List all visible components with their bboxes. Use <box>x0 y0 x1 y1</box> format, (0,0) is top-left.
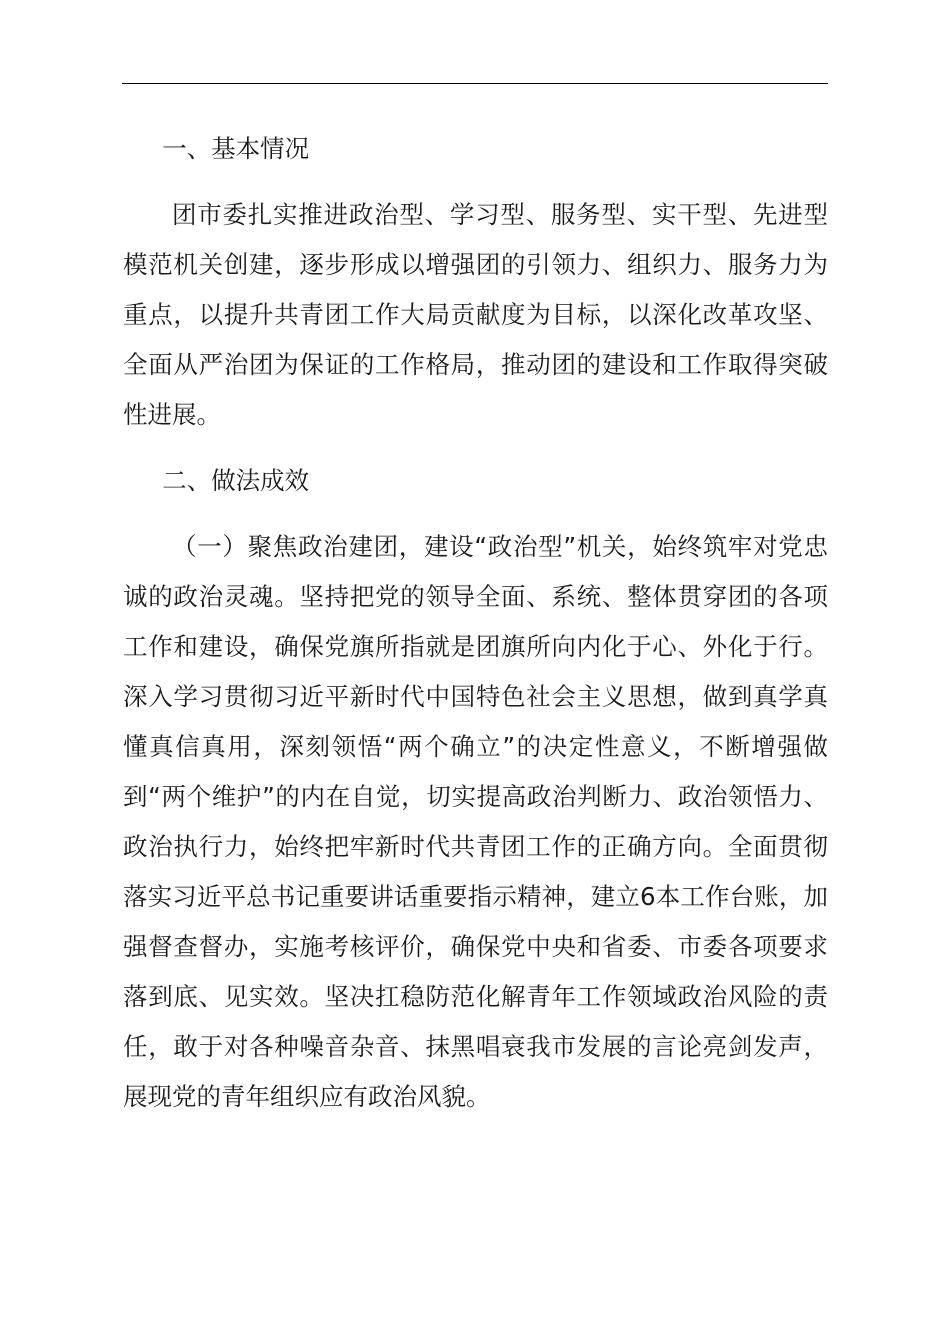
paragraph-basic-situation: 团市委扎实推进政治型、学习型、服务型、实干型、先进型模范机关创建，逐步形成以增强团的引领力、组织力、服务力为重点，以提升共青团工作大局贡献度为目标，以深化改革攻坚、全面从严治团为保证的工作格局，推动团的建设和工作取得突破性进展。 <box>123 200 828 429</box>
paragraph-political-organ: （一）聚焦政治建团，建设“政治型”机关，始终筑牢对党忠诚的政治灵魂。坚持把党的领导全面、系统、整体贯穿团的各项工作和建设，确保党旗所指就是团旗所向内化于心、外化于行。深入学习贯彻习近平新时代中国特色社会主义思想，做到真学真懂真信真用，深刻领悟“两个确立”的决定性意义，不断增强做到“两个维护”的内在自觉，切实提高政治判断力、政治领悟力、政治执行力，始终把牢新时代共青团工作的正确方向。全面贯彻落实习近平总书记重要讲话重要指示精神，建立6本工作台账，加强督查督办，实施考核评价，确保党中央和省委、市委各项要求落到底、见实效。坚决扛稳防范化解青年工作领域政治风险的责任，敢于对各种噪音杂音、抹黑唱衰我市发展的言论亮剑发声，展现党的青年组织应有政治风貌。 <box>123 532 828 1111</box>
section-heading-practices-results: 二、做法成效 <box>162 466 310 495</box>
section-heading-basic-situation: 一、基本情况 <box>162 134 310 163</box>
header-rule <box>122 83 828 84</box>
document-body <box>123 124 828 1122</box>
